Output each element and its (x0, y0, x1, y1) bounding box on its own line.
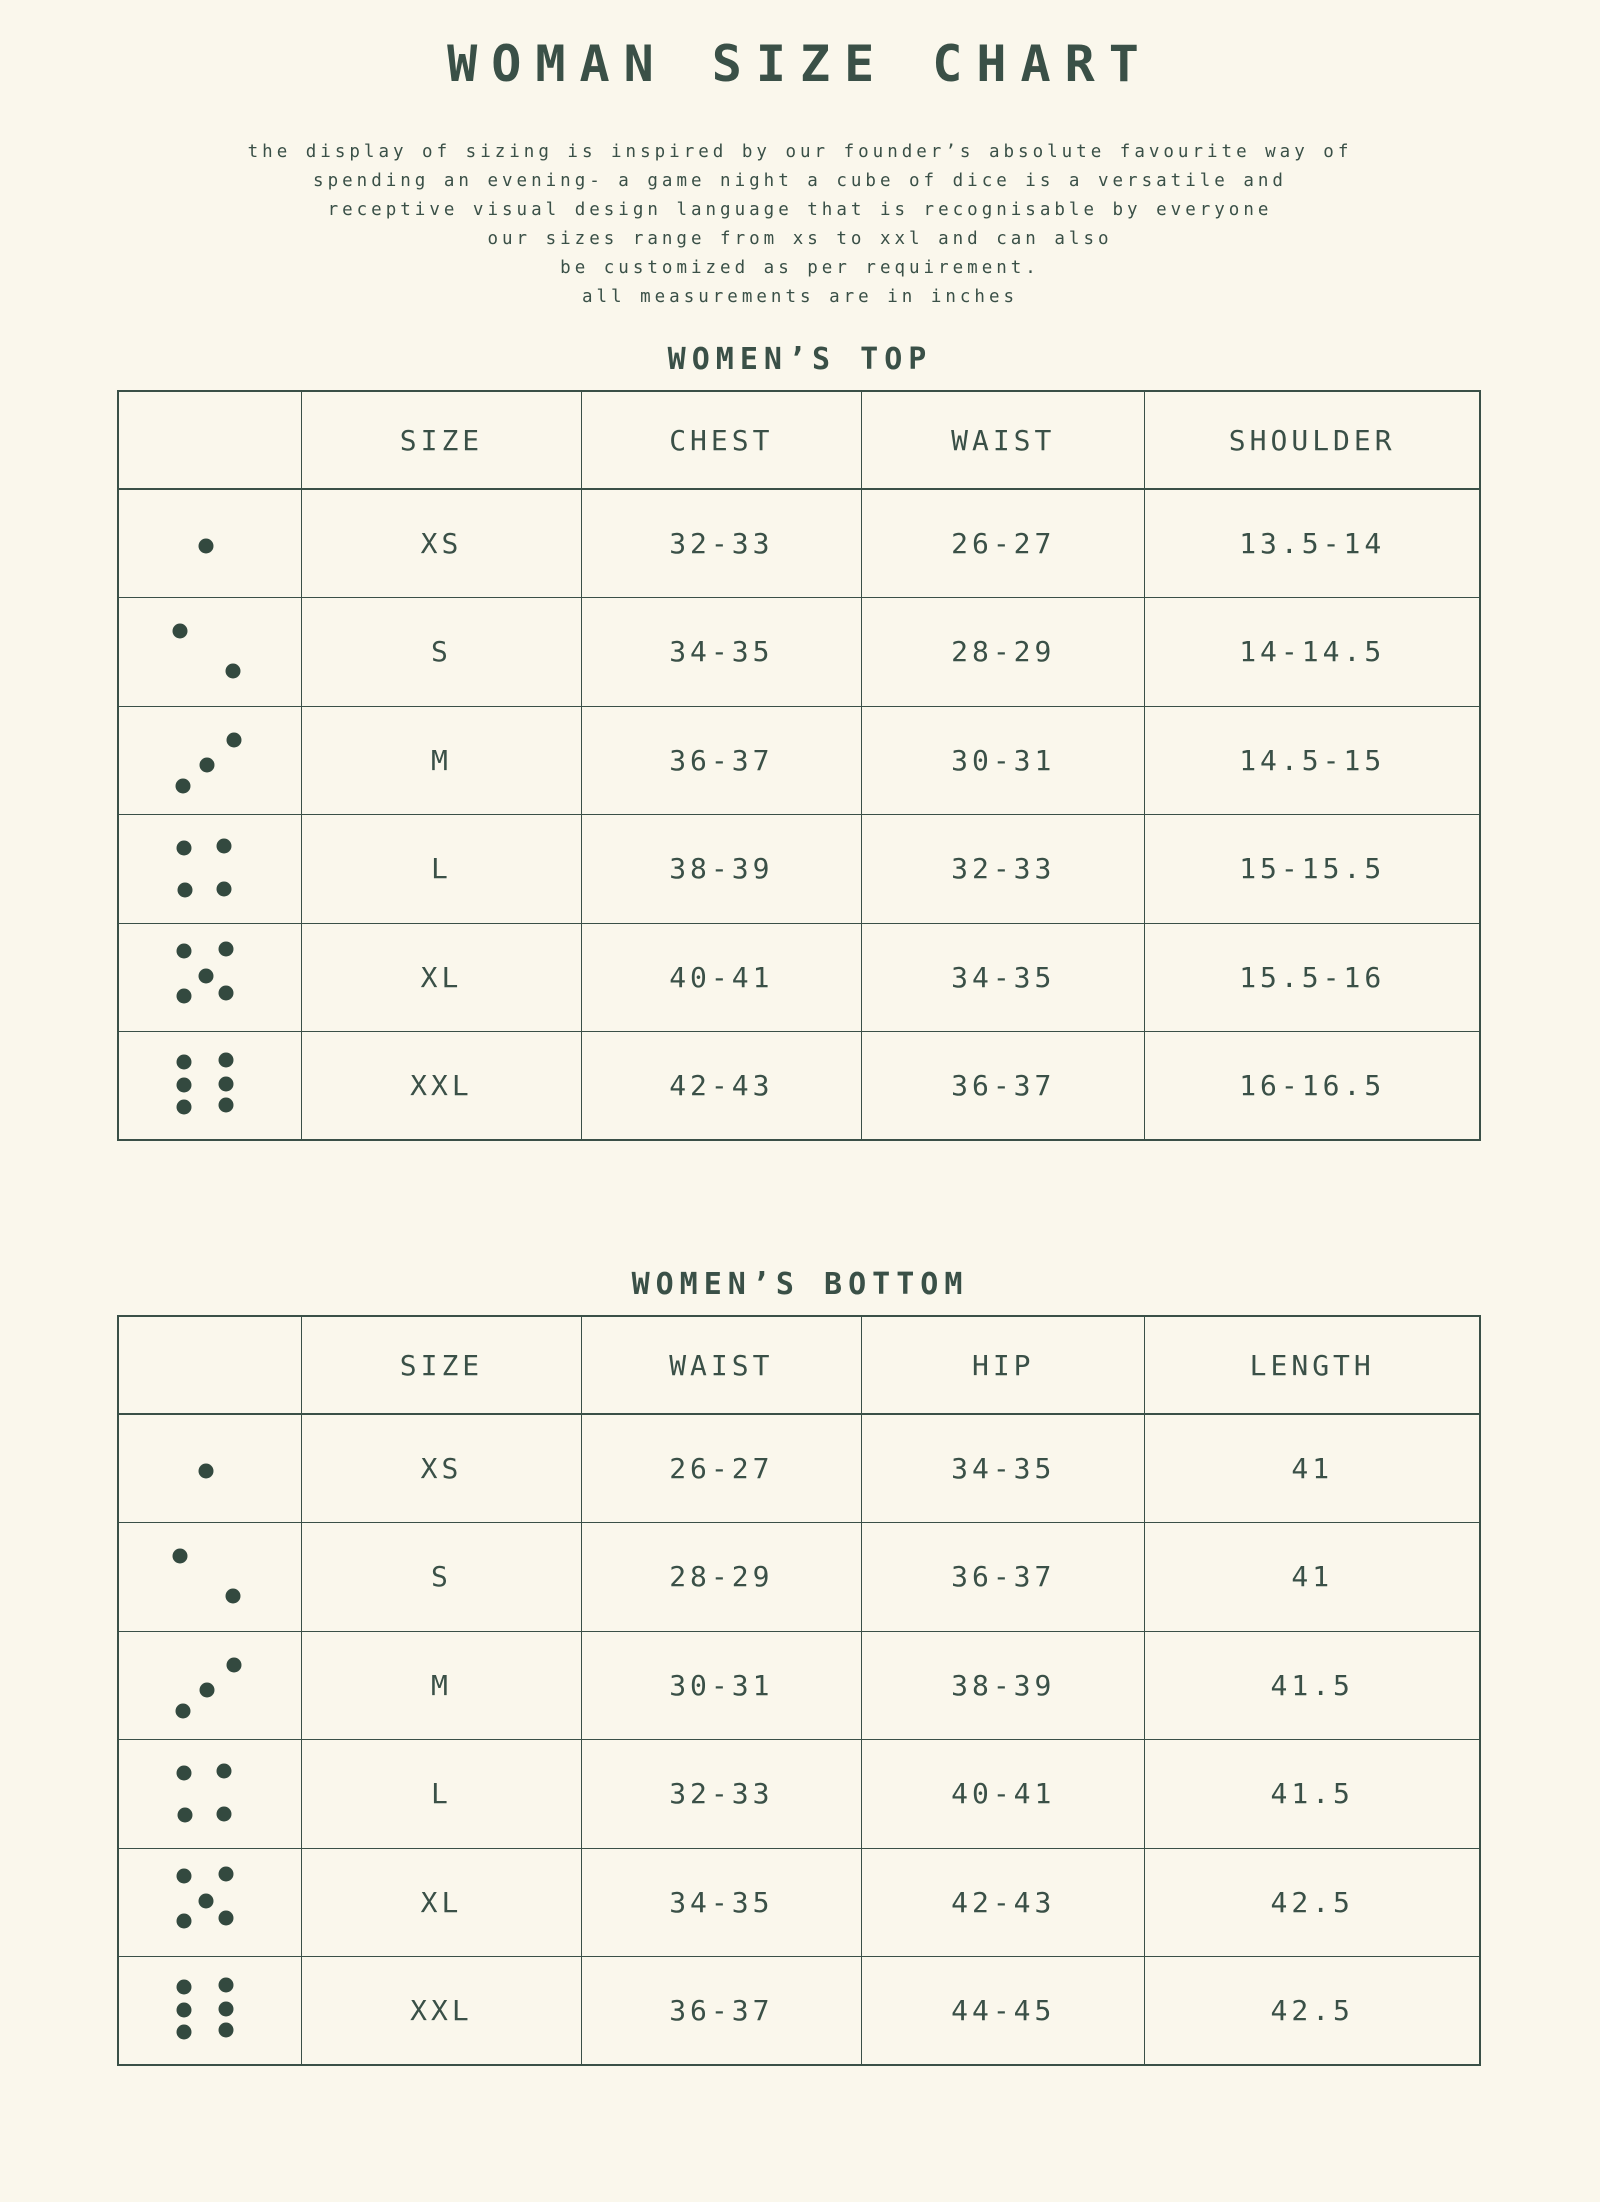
dice-pip (219, 1867, 234, 1882)
size-cell: L (302, 1740, 581, 1849)
dice-pip (200, 757, 215, 772)
hip-cell: 40-41 (862, 1740, 1145, 1849)
dice-pip (219, 1978, 234, 1993)
womens-top-heading: WOMEN’S TOP (667, 342, 933, 377)
dice-pip (177, 1077, 192, 1092)
header-row (118, 391, 1480, 489)
length-cell: 42.5 (1145, 1957, 1480, 2066)
dice-face-6-icon (118, 1957, 302, 2066)
waist-cell: 30-31 (581, 1631, 862, 1740)
dice-pip (219, 2002, 234, 2017)
table-row (118, 1631, 1480, 1740)
chest-cell: 36-37 (581, 706, 862, 815)
waist-cell: 28-29 (862, 598, 1145, 707)
size-chart-page (0, 34, 1600, 2202)
waist-cell: 34-35 (581, 1848, 862, 1957)
column-header-length: LENGTH (1145, 1316, 1480, 1414)
dice-pip (219, 2022, 234, 2037)
dice-pip (177, 988, 192, 1003)
dice-pip (176, 1704, 191, 1719)
table-row (118, 1848, 1480, 1957)
chest-cell: 34-35 (581, 598, 862, 707)
column-header-waist: WAIST (581, 1316, 862, 1414)
chest-cell: 38-39 (581, 815, 862, 924)
dice-column-header (118, 391, 302, 489)
intro-line: be customized as per requirement. (560, 258, 1040, 278)
dice-pip (199, 968, 214, 983)
dice-pip (219, 1910, 234, 1925)
intro-line: the display of sizing is inspired by our founder’s absolute favourite way of (247, 142, 1353, 162)
dice-pip (219, 1077, 234, 1092)
dice-pip (217, 838, 232, 853)
intro-line: receptive visual design language that is recognisable by everyone (327, 200, 1273, 220)
dice-face-1-icon (118, 489, 302, 598)
waist-cell: 26-27 (862, 489, 1145, 598)
table-row (118, 1414, 1480, 1523)
table-row (118, 1523, 1480, 1632)
size-cell: XL (302, 1848, 581, 1957)
waist-cell: 36-37 (581, 1957, 862, 2066)
page-title: WOMAN SIZE CHART (447, 35, 1153, 93)
table-row (118, 1740, 1480, 1849)
womens-top-table (117, 390, 1481, 1141)
dice-face-5-icon (118, 923, 302, 1032)
dice-pip (177, 1913, 192, 1928)
header-row (118, 1316, 1480, 1414)
intro-line: spending an evening- a game night a cube of dice is a versatile and (313, 171, 1287, 191)
dice-pip (225, 663, 240, 678)
dice-face-4-icon (118, 815, 302, 924)
size-cell: S (302, 598, 581, 707)
dice-pip (217, 882, 232, 897)
length-cell: 41 (1145, 1523, 1480, 1632)
size-cell: XL (302, 923, 581, 1032)
table-row (118, 489, 1480, 598)
chest-cell: 40-41 (581, 923, 862, 1032)
length-cell: 42.5 (1145, 1848, 1480, 1957)
chest-cell: 42-43 (581, 1032, 862, 1141)
dice-face-4-icon (118, 1740, 302, 1849)
dice-pip (177, 2024, 192, 2039)
length-cell: 41.5 (1145, 1631, 1480, 1740)
dice-face-6-icon (118, 1032, 302, 1141)
column-header-size: SIZE (302, 391, 581, 489)
dice-pip (177, 1980, 192, 1995)
waist-cell: 34-35 (862, 923, 1145, 1032)
size-cell: XS (302, 1414, 581, 1523)
dice-face-3-icon (118, 706, 302, 815)
table-row (118, 815, 1480, 924)
dice-column-header (118, 1316, 302, 1414)
hip-cell: 42-43 (862, 1848, 1145, 1957)
size-cell: M (302, 706, 581, 815)
dice-pip (200, 1682, 215, 1697)
shoulder-cell: 15.5-16 (1145, 923, 1480, 1032)
dice-pip (178, 883, 193, 898)
hip-cell: 36-37 (862, 1523, 1145, 1632)
table-row (118, 1957, 1480, 2066)
size-cell: XS (302, 489, 581, 598)
size-cell: M (302, 1631, 581, 1740)
dice-face-2-icon (118, 1523, 302, 1632)
chest-cell: 32-33 (581, 489, 862, 598)
dice-pip (199, 538, 214, 553)
table-row (118, 1032, 1480, 1141)
hip-cell: 34-35 (862, 1414, 1145, 1523)
column-header-size: SIZE (302, 1316, 581, 1414)
size-cell: S (302, 1523, 581, 1632)
shoulder-cell: 16-16.5 (1145, 1032, 1480, 1141)
waist-cell: 30-31 (862, 706, 1145, 815)
dice-pip (199, 1463, 214, 1478)
dice-pip (226, 1657, 241, 1672)
hip-cell: 38-39 (862, 1631, 1145, 1740)
intro-line: all measurements are in inches (581, 287, 1019, 307)
table-row (118, 923, 1480, 1032)
shoulder-cell: 15-15.5 (1145, 815, 1480, 924)
length-cell: 41.5 (1145, 1740, 1480, 1849)
waist-cell: 28-29 (581, 1523, 862, 1632)
womens-bottom-table (117, 1315, 1481, 2066)
dice-pip (177, 1055, 192, 1070)
dice-pip (173, 623, 188, 638)
shoulder-cell: 14.5-15 (1145, 706, 1480, 815)
waist-cell: 36-37 (862, 1032, 1145, 1141)
dice-face-3-icon (118, 1631, 302, 1740)
dice-pip (177, 2002, 192, 2017)
waist-cell: 32-33 (862, 815, 1145, 924)
column-header-hip: HIP (862, 1316, 1145, 1414)
length-cell: 41 (1145, 1414, 1480, 1523)
shoulder-cell: 13.5-14 (1145, 489, 1480, 598)
dice-pip (177, 1869, 192, 1884)
dice-pip (177, 1099, 192, 1114)
column-header-waist: WAIST (862, 391, 1145, 489)
column-header-chest: CHEST (581, 391, 862, 489)
table-row (118, 706, 1480, 815)
shoulder-cell: 14-14.5 (1145, 598, 1480, 707)
dice-pip (219, 1053, 234, 1068)
size-cell: XXL (302, 1957, 581, 2066)
dice-face-1-icon (118, 1414, 302, 1523)
dice-pip (173, 1548, 188, 1563)
womens-bottom-heading: WOMEN’S BOTTOM (631, 1267, 969, 1302)
intro-line: our sizes range from xs to xxl and can also (487, 229, 1113, 249)
dice-pip (177, 1765, 192, 1780)
dice-pip (177, 840, 192, 855)
size-cell: XXL (302, 1032, 581, 1141)
size-cell: L (302, 815, 581, 924)
dice-pip (217, 1807, 232, 1822)
waist-cell: 26-27 (581, 1414, 862, 1523)
dice-pip (177, 944, 192, 959)
dice-face-2-icon (118, 598, 302, 707)
dice-pip (219, 985, 234, 1000)
dice-pip (219, 1097, 234, 1112)
dice-pip (219, 942, 234, 957)
waist-cell: 32-33 (581, 1740, 862, 1849)
dice-pip (225, 1588, 240, 1603)
dice-pip (176, 779, 191, 794)
dice-pip (217, 1763, 232, 1778)
intro-paragraph (0, 138, 1600, 312)
table-row (118, 598, 1480, 707)
dice-pip (199, 1893, 214, 1908)
dice-pip (178, 1808, 193, 1823)
column-header-shoulder: SHOULDER (1145, 391, 1480, 489)
dice-pip (226, 732, 241, 747)
hip-cell: 44-45 (862, 1957, 1145, 2066)
dice-face-5-icon (118, 1848, 302, 1957)
